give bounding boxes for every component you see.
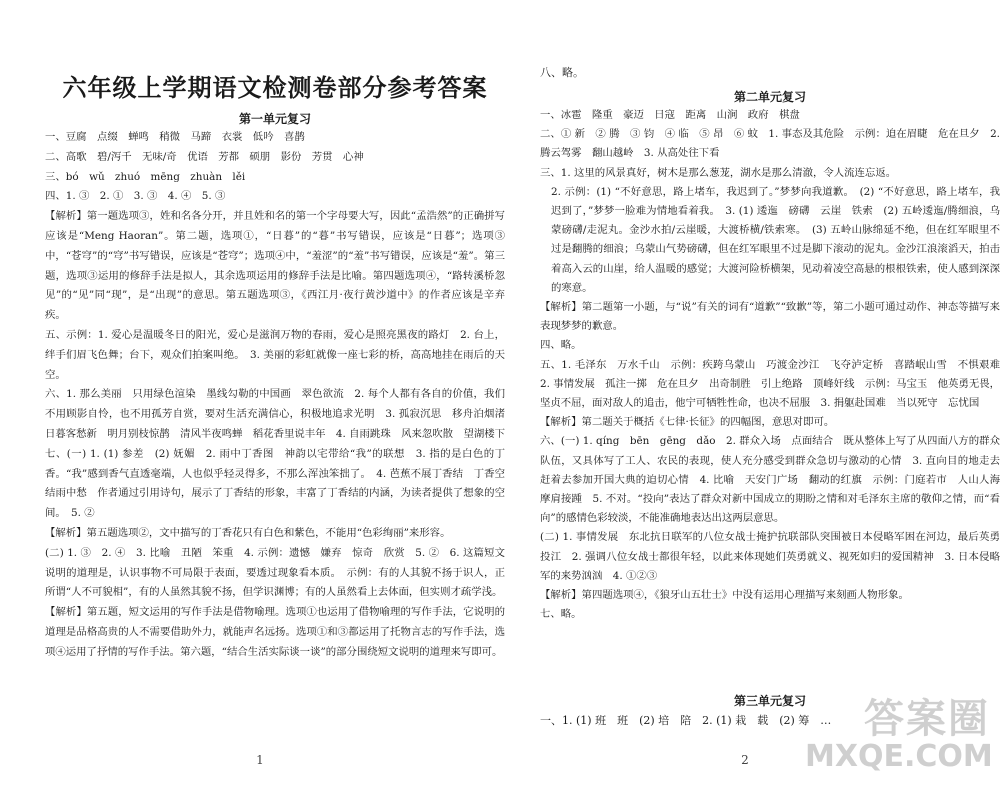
section-heading-unit1: 第一单元复习	[238, 112, 311, 126]
section-heading-unit2: 第二单元复习	[733, 90, 806, 104]
answer-line: 2. 示例：(1) “不好意思，路上堵车，我迟到了。”梦梦向我道歉。 (2) “不好意思，路上堵车，我迟到了，”梦梦一脸难为情地看着我。 3. (1) 逶迤 磅礴 云崖 铁索 (2) 五岭逶迤/腾细浪，乌蒙磅礴/走泥丸。金沙水拍/云崖暖，大渡桥横/铁索寒。 (3) 五岭山脉绵延不绝，但在红军眼里不过是翻腾的细浪；乌蒙山气势磅礴，但在红军眼里不过是脚下滚动的泥丸。金沙江浪滚滔天，拍击着高入云的山崖，给人温暖的感觉；大渡河险桥横架，见动着凌空高悬的根根铁索，使人感到深深的寒意。	[551, 185, 1000, 294]
answer-line: (二) 1. ③ 2. ④ 3. 比喻 丑陋 笨重 4. 示例：遗憾 嫌弃 惊奇 欣赏 5. ② 6. 这篇短文说明的道理是，认识事物不可局限于表面，要透过现象看本质。 示例：有的人其貌不扬于识人，正所谓“人不可貌相”，有的人虽然其貌不扬，但学识渊博；有的人虽然看上去体面，但实则才疏学浅。	[45, 546, 505, 599]
answer-line: 二、高歌 碧/泻千 无味/奇 优语 芳都 硕朋 影份 芳贯 心神	[45, 150, 364, 163]
top-line	[540, 62, 1000, 83]
analysis-block: 【解析】第五题选项②，文中描写的丁香花只有白色和紫色，不能用“色彩绚丽”来形容。	[45, 526, 451, 539]
answer-line: 四、1. ③ 2. ① 3. ③ 4. ④ 5. ③	[45, 190, 226, 203]
document-title: 六年级上学期语文检测卷部分参考答案	[62, 73, 488, 102]
page-number: 1	[256, 753, 264, 767]
answer-line: 六、1. 那么美丽 只用绿色渲染 墨线勾勒的中国画 翠色欲流 2. 每个人都有各自的价值，我们不用顾影自怜，也不用孤芳自赏，要对生活充满信心，积极地追求光明 3. 孤寂沉思 移舟泊烟渚 日暮客愁新 明月别枝惊鹊 清风半夜鸣蝉 稻花香里说丰年 4. 自雨跳珠 风来忽吹散 望湖楼下	[45, 388, 516, 440]
answer-body-right	[540, 106, 1000, 624]
analysis-block: 【解析】第二题关于概括《七律·长征》的四幅图，意思对即可。	[540, 416, 835, 429]
analysis-block: 【解析】第四题选项④，《狼牙山五壮士》中没有运用心理描写来刻画人物形象。	[540, 589, 909, 602]
answer-line: 三、bó wǔ zhuó mēng zhuàn lěi	[45, 170, 246, 183]
answer-line: 六、(一) 1. qíng bēn gēng dǎo 2. 群众入场 点面结合 既从整体上写了从四面八方的群众队伍，又具体写了工人、农民的表现，使人充分感受到群众急切与激动的心情 3. 直向目的地走去 赶着去参加开国大典的迫切心情 4. 比喻 天安门广场 翻动的红旗 示例：门庭若市 人山人海 摩肩接踵 5. 不对。“投向”表达了群众对新中国成立的期盼之情和对毛泽东主席的敬仰之情，而“看向”的感情色彩较淡，不能准确地表达出这两层意思。	[540, 435, 1000, 525]
answer-line: 五、示例：1. 爱心是温暖冬日的阳光，爱心是滋润万物的春雨，爱心是照亮黑夜的路灯 2. 台上，绊手们眉飞色舞；台下，观众们拍案叫绝。 3. 美丽的彩虹就像一座七彩的桥，高高地挂在雨后的天空。	[45, 328, 505, 381]
watermark-logo	[805, 696, 993, 777]
analysis-block: 【解析】第五题，短文运用的写作手法是借物喻理。选项①也运用了借物喻理的写作手法，它说明的道理是品格高贵的人不需要借助外力，就能声名远扬。选项①和③都运用了托物言志的写作手法，选项④运用了抒情的写作手法。第六题，“结合生活实际谈一谈”的部分围绕短文说明的道理来写即可。	[45, 606, 505, 658]
answer-line: 一、冰雹 隆重 豪迈 日寇 距离 山涧 政府 棋盘	[540, 109, 800, 121]
answer-line: 二、① 新 ② 腾 ③ 钧 ④ 临 ⑤ 昂 ⑥ 蚊 1. 事态及其危险 示例：迫在眉睫 危在旦夕 2. 腾云驾雾 翻山越岭 3. 从高处往下看	[540, 128, 1000, 160]
answer-line: 五、1. 毛泽东 万水千山 示例：疾跨乌蒙山 巧渡金沙江 飞夺泸定桥 喜踏岷山雪 不惧艰难 2. 事情发展 孤注一掷 危在旦夕 出奇制胜 引上绝路 顶峰奸线 示例：马宝玉 他英勇无畏，坚贞不屈，面对敌人的追击，他宁可牺牲性命，也决不屈服 3. 捐躯赴国难 当以死守 忘忧国	[540, 358, 1000, 410]
answer-line: 三、1. 这里的风景真好，树木是那么葱茏，湖水是那么清澈，令人流连忘返。	[540, 166, 897, 179]
answer-line: 七、(一) 1. (1) 参差 (2) 妩媚 2. 雨中丁香图 神韵以宅带给“我”的联想 3. 指的是白色的丁香。“我”感到香气直透毫端，人也似乎轻灵得多，不那么浑浊笨拙了。 4. 芭蕉不展丁香结 丁香空结雨中愁 作者通过引用诗句，展示了丁香结的形象，丰富了丁香结的内涵，为读者提供了想象的空间。 5. ②	[45, 447, 505, 520]
watermark-cn: 答案圈	[864, 696, 990, 742]
watermark-en: MXQE.COM	[805, 739, 993, 774]
page-right	[540, 0, 1000, 785]
analysis-block: 【解析】第二题第一小题，与“说”有关的词有“道歉”“致歉”等，第二小题可通过动作、神态等描写来表现梦梦的歉意。	[540, 301, 1000, 333]
answer-body-left	[45, 128, 516, 663]
analysis-block: 【解析】第一题选项③，姓和名各分开，并且姓和名的第一个字母要大写，因此“孟浩然”的正确拼写应该是“Meng Haoran”。第二题，选项①，“日暮”的“暮”书写错误，应该是“日暮”；选项③中，“苍穹”的“穹”书写错误，应该是“苍穹”；选项④中，“羞涩”的“羞”书写错误，应该是“羞”。第三题，选项③运用的修辞手法是拟人，其余选项运用的修辞手法是比喻。第四题选项④，“路转溪桥忽见”的“见”同“现”，是“出现”的意思。第五题选项③，《西江月·夜行黄沙道中》的作者应该是辛弃疾。	[45, 210, 505, 322]
answer-line: 七、略。	[540, 608, 582, 621]
answer-line: 一、1. (1) 班 班 (2) 培 陪 2. (1) 栽 载 (2) 筹 …	[540, 714, 832, 727]
answer-line: (二) 1. 事情发展 东北抗日联军的八位女战士掩护抗联部队突围被日本侵略军困在河边，最后英勇投江 2. 强调八位女战士都很年轻，以此来体现她们英勇就义、视死如归的爱国精神 3. 日本侵略军的来势汹汹 4. ①②③	[540, 531, 1000, 582]
answer-line: 一、豆腐 点缀 蝉鸣 稍微 马蹄 衣裳 低吟 喜鹊	[45, 131, 305, 143]
answer-line: 四、略。	[540, 339, 582, 352]
page-number: 2	[741, 753, 749, 767]
page-left	[45, 0, 516, 785]
answer-line: 八、略。	[540, 66, 584, 79]
section-heading-unit3: 第三单元复习	[733, 694, 806, 708]
